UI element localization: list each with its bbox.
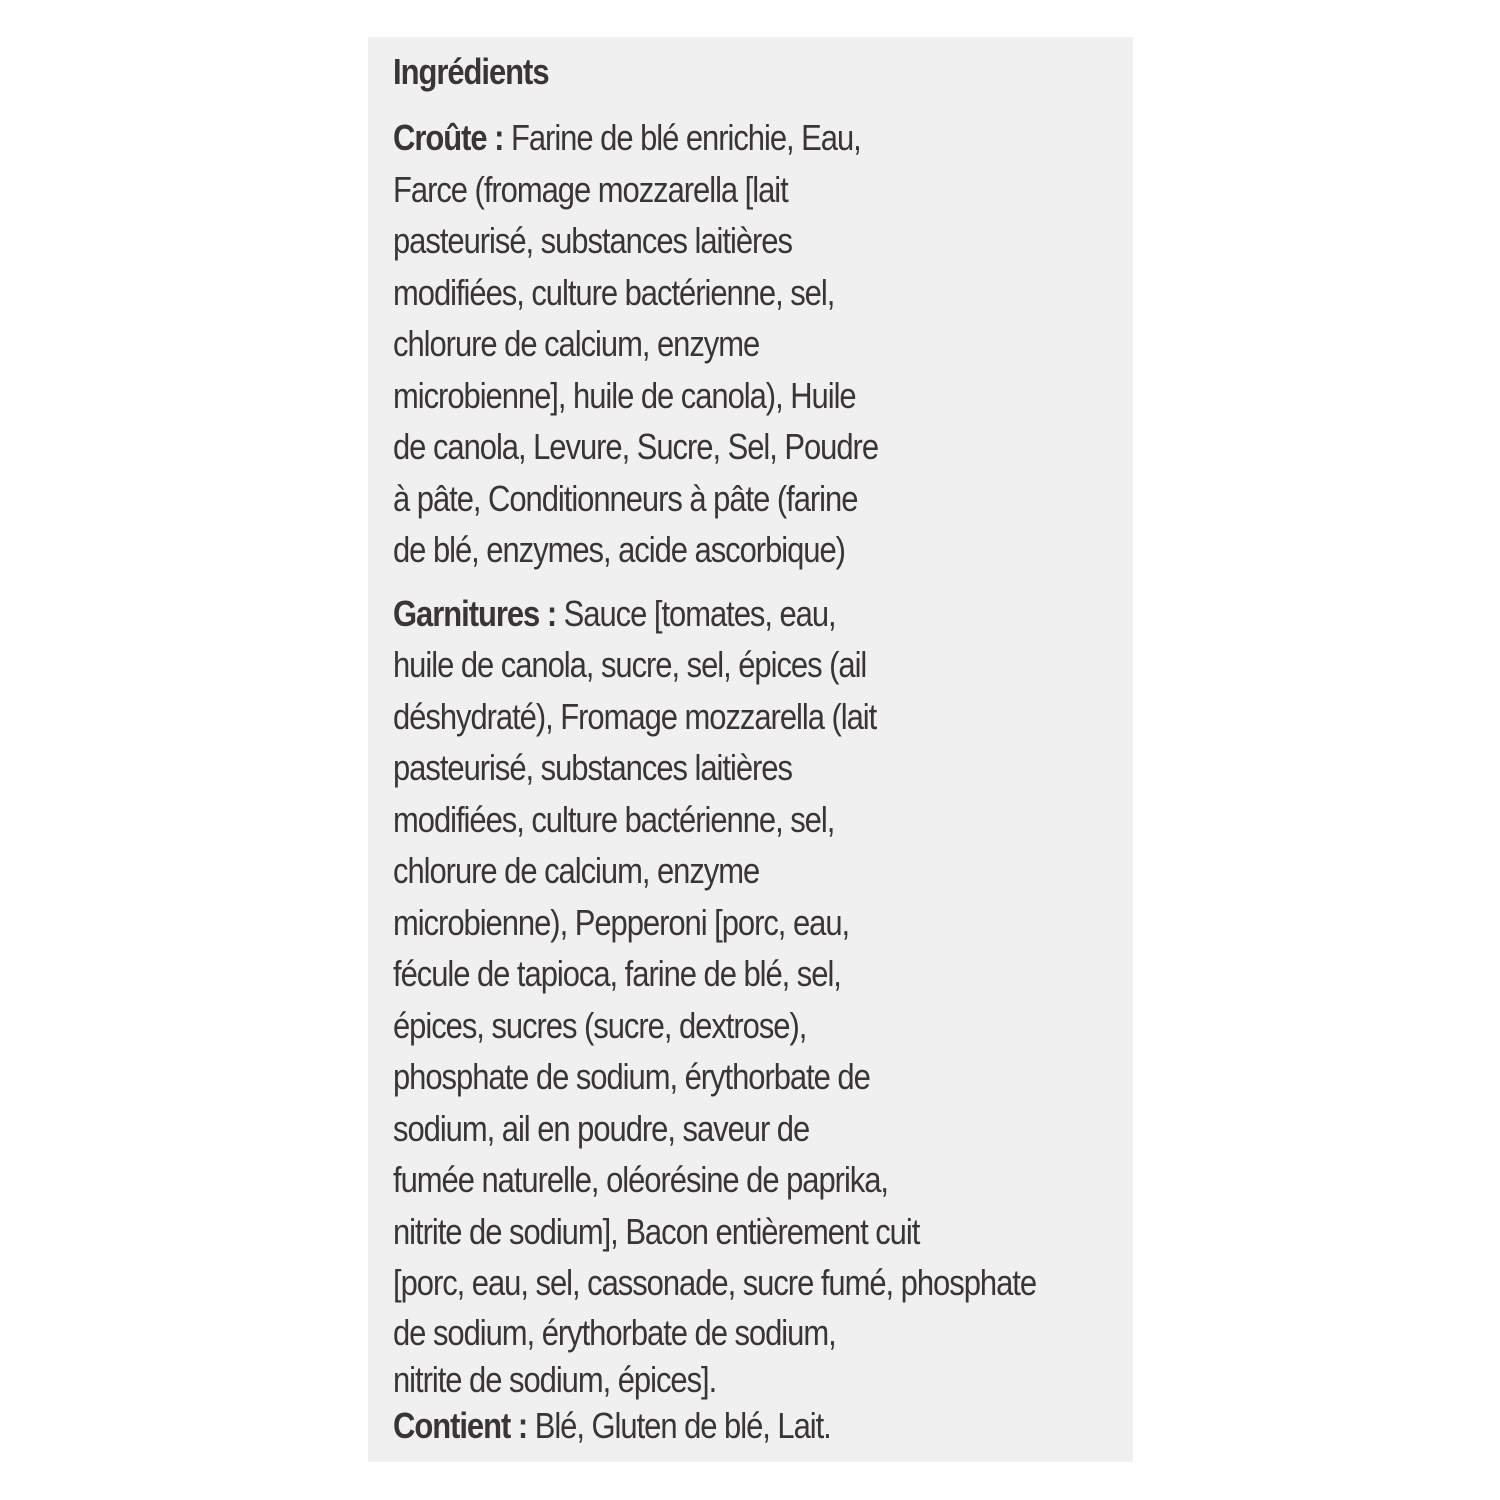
contains-heading: Contient : — [393, 1404, 528, 1446]
crust-heading: Croûte : — [393, 117, 504, 158]
toppings-line-2: huile de canola, sucre, sel, épices (ail — [393, 644, 867, 685]
toppings-line-8: fécule de tapioca, farine de blé, sel, — [393, 953, 841, 994]
toppings-text-1: Sauce [tomates, eau, — [563, 592, 836, 634]
crust-text-1: Farine de blé enrichie, Eau, — [510, 117, 861, 158]
crust-line-5: chlorure de calcium, enzyme — [393, 323, 760, 364]
toppings-line-5: modifiées, culture bactérienne, sel, — [393, 798, 835, 840]
toppings-line-16: nitrite de sodium, épices]. — [393, 1358, 717, 1400]
toppings-line-14: [porc, eau, sel, cassonade, sucre fumé, phosphate — [393, 1262, 1037, 1303]
section-spacer — [393, 576, 1036, 588]
toppings-line-13: nitrite de sodium], Bacon entièrement cuit — [393, 1210, 920, 1252]
toppings-line-3: déshydraté), Fromage mozzarella (lait — [393, 695, 877, 737]
crust-line-1 — [393, 112, 1036, 164]
contains-section — [393, 1403, 1036, 1449]
crust-line-4: modifiées, culture bactérienne, sel, — [393, 271, 835, 313]
contains-text: Blé, Gluten de blé, Lait. — [534, 1404, 831, 1446]
crust-line-3: pasteurisé, substances laitières — [393, 220, 792, 261]
crust-line-9: de blé, enzymes, acide ascorbique) — [393, 529, 845, 570]
toppings-line-9: épices, sucres (sucre, dextrose), — [393, 1004, 807, 1046]
crust-section — [393, 112, 1036, 576]
toppings-line-4: pasteurisé, substances laitières — [393, 747, 792, 788]
toppings-line-6: chlorure de calcium, enzyme — [393, 850, 760, 891]
ingredients-text-block — [393, 50, 1036, 1449]
toppings-line-7: microbienne), Pepperoni [porc, eau, — [393, 901, 850, 943]
toppings-heading: Garnitures : — [393, 592, 557, 634]
toppings-line-1 — [393, 588, 1036, 640]
crust-line-7: de canola, Levure, Sucre, Sel, Poudre — [393, 426, 879, 467]
ingredients-title: Ingrédients — [393, 51, 549, 92]
toppings-line-11: sodium, ail en poudre, saveur de — [393, 1107, 810, 1149]
toppings-line-12: fumée naturelle, oléorésine de paprika, — [393, 1159, 889, 1200]
crust-line-2: Farce (fromage mozzarella [lait — [393, 168, 788, 210]
toppings-line-10: phosphate de sodium, érythorbate de — [393, 1056, 870, 1097]
toppings-section — [393, 588, 1036, 1403]
toppings-line-15: de sodium, érythorbate de sodium, — [393, 1311, 836, 1353]
toppings-tail — [393, 1309, 1036, 1403]
crust-line-8: à pâte, Conditionneurs à pâte (farine — [393, 477, 858, 519]
crust-line-6: microbienne], huile de canola), Huile — [393, 374, 856, 416]
contains-line — [393, 1403, 1036, 1449]
